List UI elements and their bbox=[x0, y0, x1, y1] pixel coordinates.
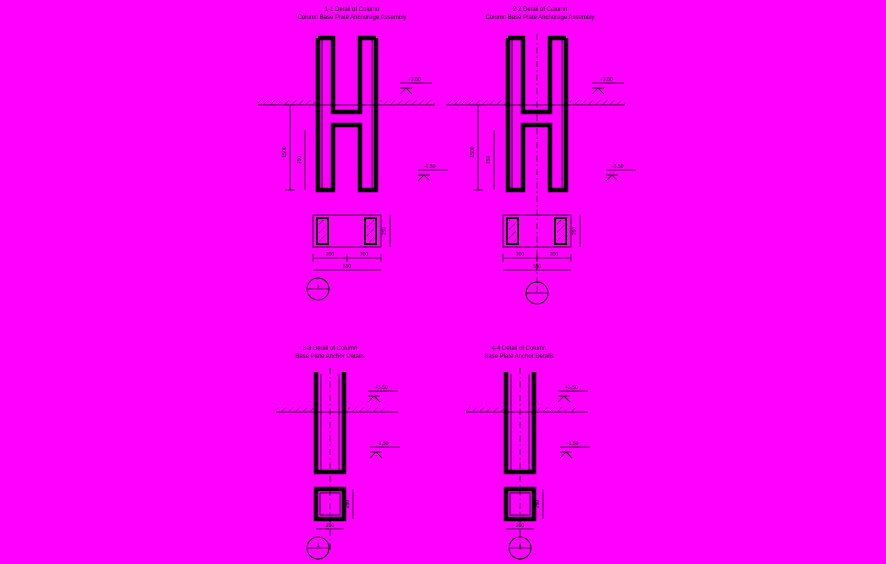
plan-dim-b-1: 200 bbox=[359, 252, 369, 258]
ground-hatch-right-2 bbox=[570, 100, 625, 105]
plan-dim-total-1: 550 bbox=[342, 264, 352, 270]
plan-dim-total-2: 550 bbox=[532, 264, 542, 270]
detail-3-title-line2: Base Plate Anchor Details bbox=[295, 354, 365, 360]
detail-3-title-line1: 3-3 Detail of Column bbox=[302, 346, 358, 352]
detail-1-title-line2: Column Base Plate Anchorage Assembly bbox=[297, 15, 407, 21]
ground-hatch-right-3 bbox=[348, 407, 388, 412]
detail-2-title-line2: Column Base Plate Anchorage Assembly bbox=[485, 15, 595, 21]
dim-depth2-2: 750 bbox=[486, 155, 492, 165]
plan-dim-a-1: 200 bbox=[325, 252, 335, 258]
level-symbol-bot-2 bbox=[606, 175, 618, 181]
level-bot-1: -1.50 bbox=[424, 164, 436, 170]
plan-flange-right-hatch-2 bbox=[557, 220, 564, 242]
ground-hatch-left-4 bbox=[466, 407, 504, 412]
detail-4-group bbox=[466, 346, 590, 559]
ground-hatch-left-2 bbox=[446, 100, 508, 105]
level-top-2: +3.50 bbox=[600, 77, 613, 83]
detail-2-title-line1: 2-2 Detail of Column bbox=[512, 7, 568, 13]
plan-dim-b-2: 200 bbox=[549, 252, 559, 258]
detail-1-group bbox=[258, 7, 448, 300]
column-elevation-top-1 bbox=[318, 38, 376, 112]
plan-dim-a-2: 200 bbox=[515, 252, 525, 258]
section-mark-label-2: 2 bbox=[535, 288, 539, 294]
dim-depth-2: 1500 bbox=[470, 146, 476, 158]
detail-4-title-line2: Base Plate Anchor Details bbox=[484, 354, 554, 360]
plan-dim-side-4: 250 bbox=[535, 499, 541, 509]
ground-hatch-left-3 bbox=[276, 407, 314, 412]
section-mark-label-3: 3 bbox=[316, 543, 320, 549]
level-bot-3: -1.50 bbox=[377, 441, 389, 447]
section-mark-label-4: 4 bbox=[518, 543, 522, 549]
plan-flange-right-hatch-1 bbox=[367, 220, 374, 242]
level-top-1: +3.50 bbox=[408, 77, 421, 83]
plan-dim-a-4: 250 bbox=[515, 523, 525, 529]
ground-hatch-left-1 bbox=[258, 100, 320, 105]
section-mark-label-1: 1 bbox=[316, 284, 320, 290]
plan-flange-left-hatch-1 bbox=[319, 220, 326, 242]
dim-depth2-1: 750 bbox=[297, 155, 303, 165]
plan-dim-side-1: 250 bbox=[382, 226, 388, 236]
detail-3-group bbox=[276, 346, 400, 559]
detail-2-group bbox=[446, 7, 636, 304]
ground-hatch-right-1 bbox=[380, 100, 435, 105]
plan-dim-side-3: 250 bbox=[345, 499, 351, 509]
level-symbol-top-1 bbox=[400, 88, 412, 94]
dim-depth-1: 1500 bbox=[282, 146, 288, 158]
level-top-3: +3.50 bbox=[375, 385, 388, 391]
level-bot-4: -1.50 bbox=[567, 441, 579, 447]
detail-4-title-line1: 4-4 Detail of Column bbox=[491, 346, 547, 352]
level-symbol-bot-4 bbox=[560, 452, 572, 458]
level-symbol-bot-3 bbox=[370, 452, 382, 458]
plan-dim-a-3: 250 bbox=[325, 523, 335, 529]
ground-hatch-right-4 bbox=[538, 407, 578, 412]
level-symbol-bot-1 bbox=[418, 175, 430, 181]
level-bot-2: -1.50 bbox=[612, 164, 624, 170]
plan-flange-left-hatch-2 bbox=[509, 220, 516, 242]
level-top-4: +3.50 bbox=[565, 385, 578, 391]
level-symbol-top-3 bbox=[368, 396, 380, 402]
plan-dim-side-2: 250 bbox=[572, 226, 578, 236]
level-symbol-top-2 bbox=[592, 88, 604, 94]
detail-1-title-line1: 1-1 Detail of Column bbox=[324, 7, 380, 13]
level-symbol-top-4 bbox=[558, 396, 570, 402]
